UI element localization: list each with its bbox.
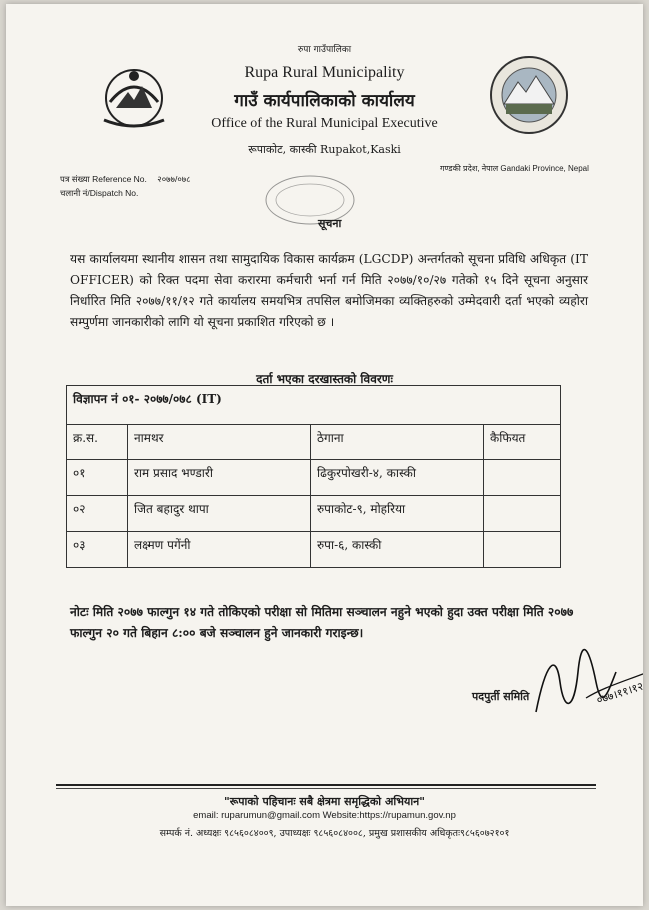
remarks-cell — [484, 460, 561, 496]
footer-divider-thin — [56, 788, 596, 789]
document-page — [6, 4, 643, 906]
serial-cell: ०३ — [67, 532, 128, 568]
address-cell: रुपाकोट-९, मोहरिया — [311, 496, 484, 532]
notice-title: सूचना — [318, 217, 342, 230]
municipality-name-en: Rupa Rural Municipality — [244, 64, 405, 81]
column-header: कैफियत — [484, 425, 561, 460]
reference-label: पत्र संख्या Reference No. — [60, 174, 147, 184]
dispatch-label: चलानी नं/Dispatch No. — [60, 188, 139, 198]
footer-email: email: ruparumun@gmail.com Website:https://rupamun.gov.np — [193, 810, 456, 821]
table-row — [67, 496, 561, 532]
table-row — [67, 532, 561, 568]
signature-date: ०७७।११।१२ — [594, 679, 645, 707]
table-row — [67, 460, 561, 496]
remarks-cell — [484, 496, 561, 532]
address-cell: ढिकुरपोखरी-४, कास्की — [311, 460, 484, 496]
address-cell: रुपा-६, कास्की — [311, 532, 484, 568]
serial-cell: ०२ — [67, 496, 128, 532]
column-header: नामथर — [128, 425, 311, 460]
office-name-np: गाउँ कार्यपालिकाको कार्यालय — [234, 91, 415, 111]
footer-divider — [56, 784, 596, 786]
column-header: क्र.स. — [67, 425, 128, 460]
name-cell: जित बहादुर थापा — [128, 496, 311, 532]
note-text: नोटः मिति २०७७ फाल्गुन १४ गते तोकिएको परीक्षा सो मितिमा सञ्चालन नहुने भएको हुदा उक्त परीक्षा मिति २०७७ फाल्गुन २० गते बिहान ८:०० बजे सञ्चालन हुने जानकारी गराइन्छ। — [70, 605, 574, 640]
name-cell: लक्ष्मण पगेंनी — [128, 532, 311, 568]
remarks-cell — [484, 532, 561, 568]
table-caption: दर्ता भएका दरखास्तको विवरणः — [256, 372, 393, 386]
reference-line — [60, 174, 191, 185]
serial-cell: ०१ — [67, 460, 128, 496]
column-header: ठेगाना — [311, 425, 484, 460]
header-top-line: रुपा गाउँपालिका — [297, 45, 352, 55]
address: रूपाकोट, कास्की Rupakot,Kaski — [248, 143, 401, 156]
committee-label: पदपुर्ती समिति — [472, 690, 530, 703]
reference-value: २०७७/०७८ — [157, 174, 191, 184]
footer-contact: सम्पर्क नं. अध्यक्षः ९८५६०८४००९, उपाध्यक्षः ९८५६०८४००८, प्रमुख प्रशासकीय अधिकृतः९८५६०७२१०१ — [159, 828, 510, 839]
applicants-table — [66, 385, 561, 568]
province-line: गण्डकी प्रदेश, नेपाल Gandaki Province, Nepal — [440, 164, 589, 173]
notice-body: यस कार्यालयमा स्थानीय शासन तथा सामुदायिक विकास कार्यक्रम (LGCDP) अन्तर्गतको सूचना प्रविधि अधिकृत (IT OFFICER) को रिक्त पदमा सेवा करारमा कर्मचारी भर्ना गर्न मिति २०७७/१०/२७ गतेको १५ दिने सूचना अनुसार निर्धारित मिति २०७७/११/१२ गते कार्यालय समयभित्र तपसिल बमोजिमका व्यक्तिहरुको उम्मेदवारी दर्ता भएको व्यहोरा सम्पुर्णमा जानकारीको लागि यो सूचना प्रकाशित गरिएको छ । — [70, 252, 588, 329]
name-cell: राम प्रसाद भण्डारी — [128, 460, 311, 496]
footer-slogan: "रूपाको पहिचानः सबै क्षेत्रमा समृद्धिको अभियान" — [223, 795, 426, 808]
office-stamp-icon — [260, 170, 360, 230]
handwritten-signature-icon — [526, 642, 643, 722]
advert-number: विज्ञापन नं ०१- २०७७/०७८ (IT) — [67, 386, 561, 425]
office-name-en: Office of the Rural Municipal Executive — [211, 116, 438, 131]
